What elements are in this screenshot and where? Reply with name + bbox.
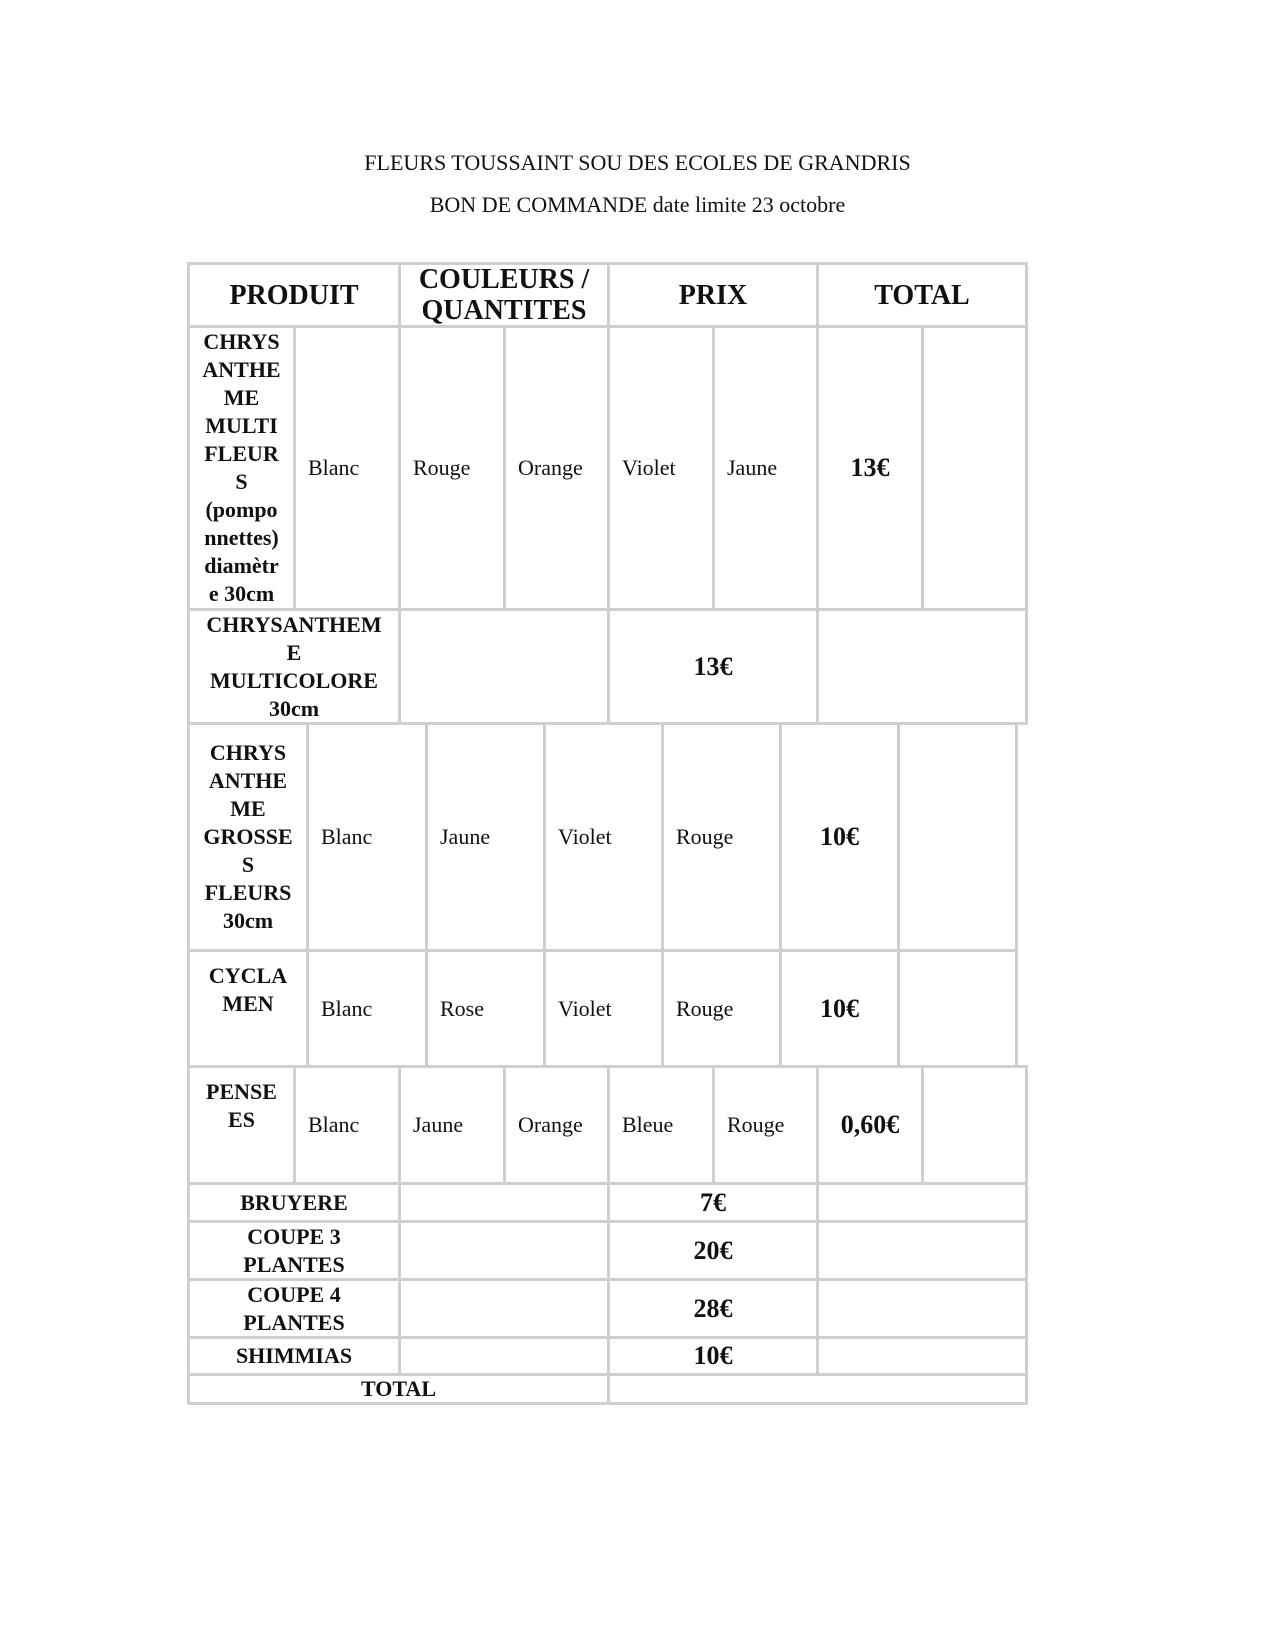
product-name-cell: SHIMMIAS (187, 1336, 401, 1376)
color-quantity-cell[interactable]: Bleue (607, 1065, 715, 1185)
grand-total-label: TOTAL (187, 1373, 610, 1405)
line-total-cell[interactable] (921, 1065, 1028, 1185)
product-name-cell: COUPE 4 PLANTES (187, 1278, 401, 1339)
product-name-cell: CYCLA MEN (187, 949, 309, 1068)
line-total-cell[interactable] (921, 325, 1028, 611)
price-cell: 20€ (607, 1220, 819, 1281)
line-total-cell[interactable] (816, 1220, 1028, 1281)
color-quantity-cell[interactable]: Violet (543, 949, 664, 1068)
page-title: FLEURS TOUSSAINT SOU DES ECOLES DE GRANDRIS (364, 150, 911, 175)
color-quantity-cell[interactable]: Jaune (712, 325, 819, 611)
column-header-prix: PRIX (607, 262, 819, 328)
line-total-cell[interactable] (816, 608, 1028, 725)
color-quantity-cell[interactable]: Rose (425, 949, 546, 1068)
quantity-cell[interactable] (398, 608, 610, 725)
quantity-cell[interactable] (398, 1336, 610, 1376)
price-cell: 10€ (607, 1336, 819, 1376)
price-cell: 28€ (607, 1278, 819, 1339)
grand-total-value-cell[interactable] (607, 1373, 1028, 1405)
price-cell: 10€ (779, 722, 900, 952)
price-cell: 13€ (607, 608, 819, 725)
page-subtitle: BON DE COMMANDE date limite 23 octobre (429, 192, 846, 217)
color-quantity-cell[interactable]: Violet (607, 325, 715, 611)
product-name-cell: CHRYSANTHEM E MULTICOLORE 30cm (187, 608, 401, 725)
color-quantity-cell[interactable]: Blanc (306, 949, 428, 1068)
color-quantity-cell[interactable]: Rouge (712, 1065, 819, 1185)
line-total-cell[interactable] (816, 1278, 1028, 1339)
product-name-cell: COUPE 3 PLANTES (187, 1220, 401, 1281)
color-quantity-cell[interactable]: Rouge (398, 325, 506, 611)
product-name-cell: PENSE ES (187, 1065, 296, 1185)
color-quantity-cell[interactable]: Blanc (293, 325, 401, 611)
product-name-cell: CHRYS ANTHE ME GROSSE S FLEURS 30cm (187, 722, 309, 952)
color-quantity-cell[interactable]: Rouge (661, 722, 782, 952)
product-name-cell: CHRYS ANTHE ME MULTI FLEUR S (pompo nnettes) diamètr e 30cm (187, 325, 296, 611)
color-quantity-cell[interactable]: Blanc (306, 722, 428, 952)
color-quantity-cell[interactable]: Jaune (398, 1065, 506, 1185)
color-quantity-cell[interactable]: Orange (503, 325, 610, 611)
color-quantity-cell[interactable]: Orange (503, 1065, 610, 1185)
product-name-cell: BRUYERE (187, 1182, 401, 1223)
line-total-cell[interactable] (897, 722, 1018, 952)
color-quantity-cell[interactable]: Violet (543, 722, 664, 952)
color-quantity-cell[interactable]: Blanc (293, 1065, 401, 1185)
color-quantity-cell[interactable]: Jaune (425, 722, 546, 952)
price-cell: 0,60€ (816, 1065, 924, 1185)
column-header-produit: PRODUIT (187, 262, 401, 328)
line-total-cell[interactable] (816, 1336, 1028, 1376)
quantity-cell[interactable] (398, 1220, 610, 1281)
price-cell: 10€ (779, 949, 900, 1068)
quantity-cell[interactable] (398, 1278, 610, 1339)
line-total-cell[interactable] (897, 949, 1018, 1068)
column-header-couleurs-quantites: COULEURS / QUANTITES (398, 262, 610, 328)
color-quantity-cell[interactable]: Rouge (661, 949, 782, 1068)
column-header-total: TOTAL (816, 262, 1028, 328)
quantity-cell[interactable] (398, 1182, 610, 1223)
price-cell: 13€ (816, 325, 924, 611)
price-cell: 7€ (607, 1182, 819, 1223)
line-total-cell[interactable] (816, 1182, 1028, 1223)
